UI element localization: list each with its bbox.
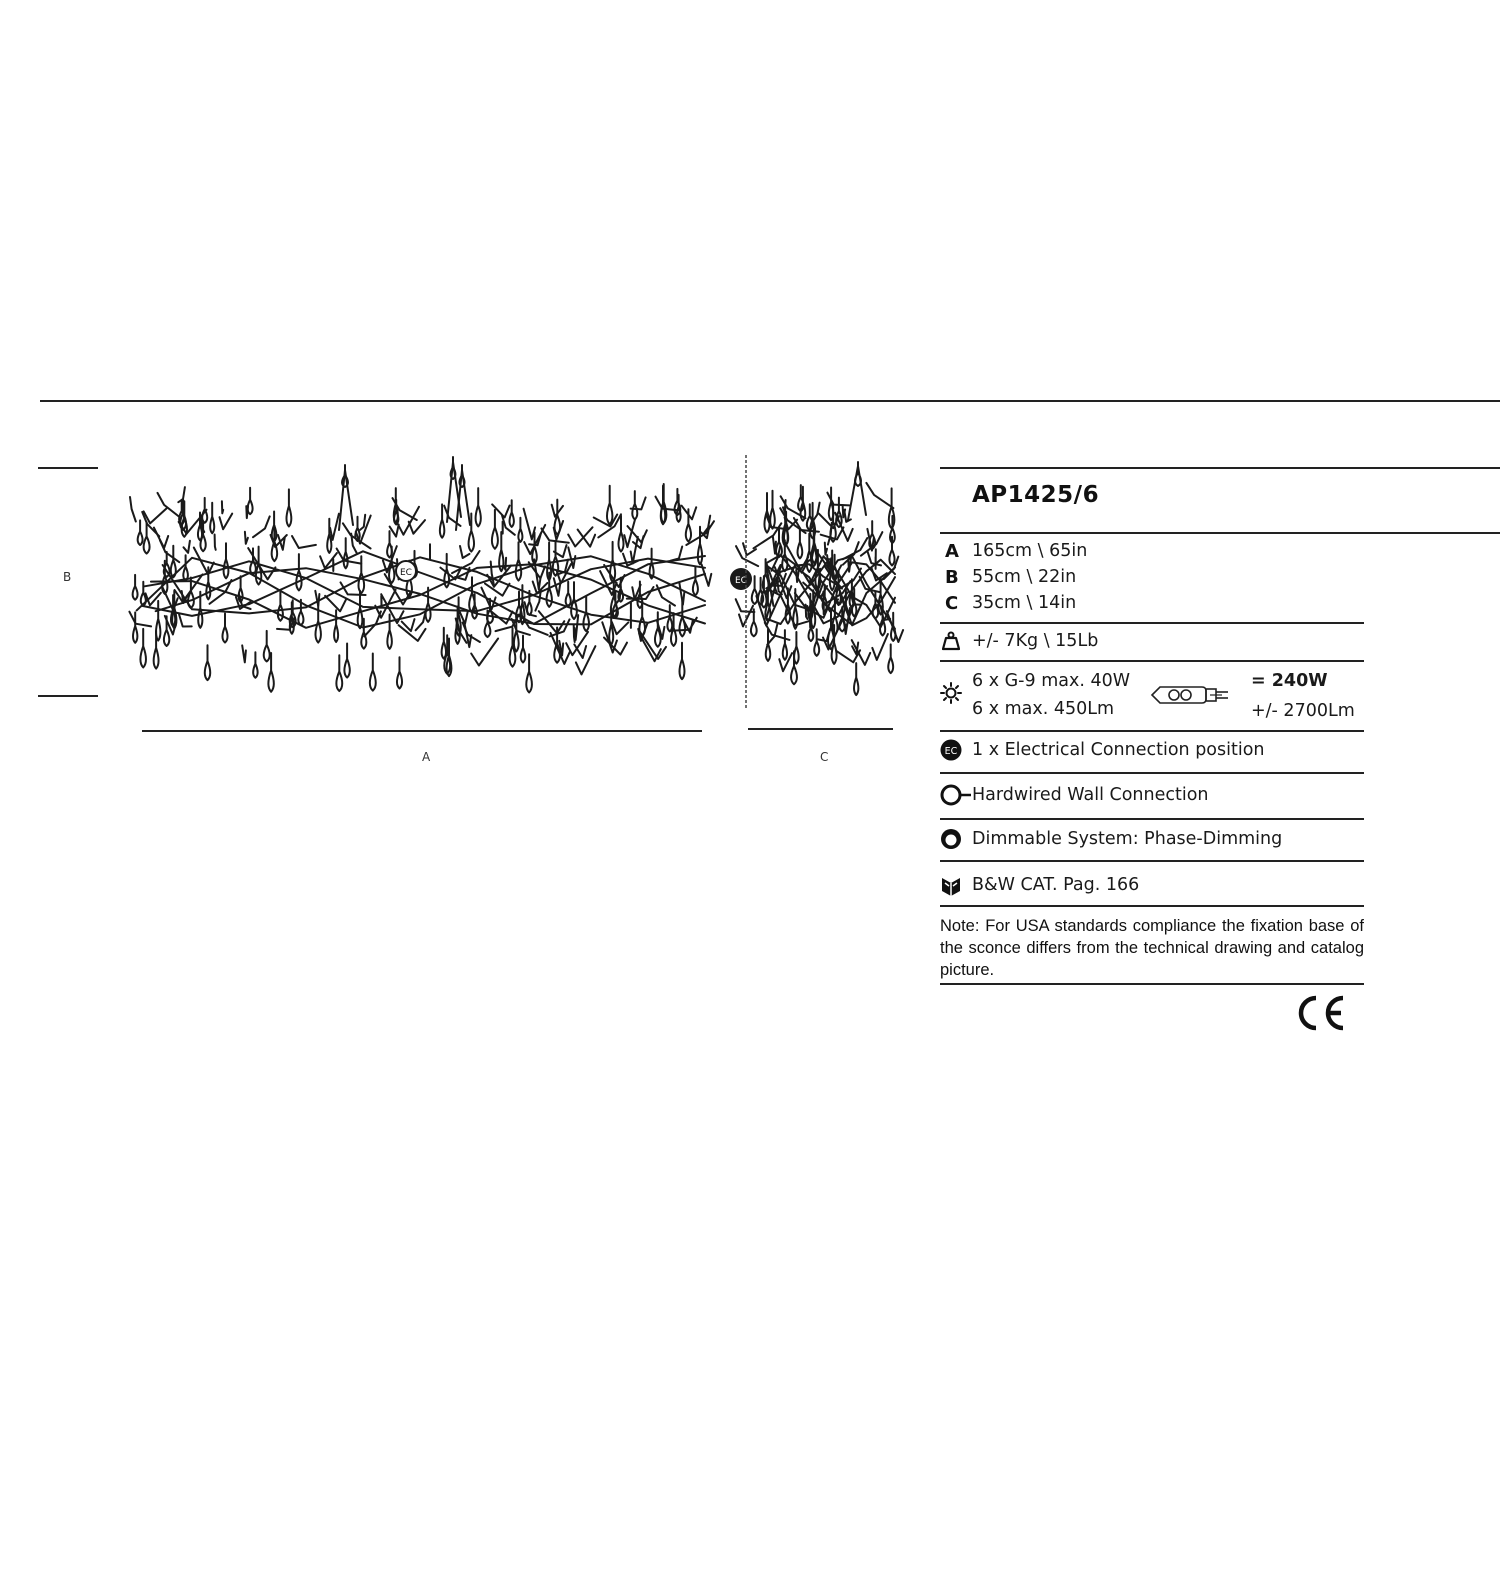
technical-drawing <box>0 440 920 740</box>
sun-icon <box>940 682 962 704</box>
ec-icon <box>940 739 962 761</box>
ec-marker-front <box>396 561 416 581</box>
top-rule <box>40 400 1500 402</box>
lumen-spec: 6 x max. 450Lm <box>972 699 1115 719</box>
bulb-spec: 6 x G-9 max. 40W <box>972 671 1131 691</box>
dimension-label-c: C <box>820 750 829 764</box>
wall-connection-text: Hardwired Wall Connection <box>972 785 1209 805</box>
dim-value-a: 165cm \ 65in <box>972 541 1088 561</box>
catalog-icon <box>940 875 962 897</box>
catalog-text: B&W CAT. Pag. 166 <box>972 875 1140 895</box>
rule-after-wall <box>940 818 1364 820</box>
dimension-label-a: A <box>422 750 431 764</box>
dimming-text: Dimmable System: Phase-Dimming <box>972 829 1283 849</box>
total-lumens: +/- 2700Lm <box>1251 701 1355 721</box>
side-view-drawing <box>736 462 903 695</box>
rule-after-weight <box>940 660 1364 662</box>
ec-marker-side <box>730 568 752 590</box>
connection-position-text: 1 x Electrical Connection position <box>972 740 1265 760</box>
hardwired-icon <box>940 784 972 806</box>
spec-header-bottom-rule <box>940 532 1500 534</box>
dimension-label-b: B <box>63 570 72 584</box>
ce-mark-icon <box>1295 995 1347 1031</box>
total-power: = 240W <box>1251 671 1328 691</box>
weight-icon <box>942 631 960 651</box>
rule-after-note <box>940 983 1364 985</box>
dim-key-c: C <box>945 593 959 614</box>
dim-key-b: B <box>945 567 959 588</box>
g9-bulb-icon <box>1150 684 1230 706</box>
rule-after-lighting <box>940 730 1364 732</box>
weight-value: +/- 7Kg \ 15Lb <box>972 631 1099 651</box>
svg-text:EC: EC <box>735 576 747 586</box>
rule-after-dimensions <box>940 622 1364 624</box>
rule-after-catalog <box>940 905 1364 907</box>
a-dimension-line <box>142 730 702 732</box>
dim-value-c: 35cm \ 14in <box>972 593 1077 613</box>
usa-compliance-note: Note: For USA standards compliance the fixation base of the sconce differs from the technical drawing and catalog picture. <box>940 917 1364 979</box>
spec-header-top-rule <box>940 467 1500 469</box>
rule-after-ec <box>940 772 1364 774</box>
product-code: AP1425/6 <box>972 482 1100 508</box>
svg-text:EC: EC <box>400 568 412 578</box>
dim-key-a: A <box>945 541 959 562</box>
dim-value-b: 55cm \ 22in <box>972 567 1077 587</box>
rule-after-dimming <box>940 860 1364 862</box>
dimmable-icon <box>940 828 962 850</box>
c-dimension-line <box>748 728 893 730</box>
front-view-drawing <box>129 457 714 692</box>
svg-text:EC: EC <box>944 746 958 757</box>
